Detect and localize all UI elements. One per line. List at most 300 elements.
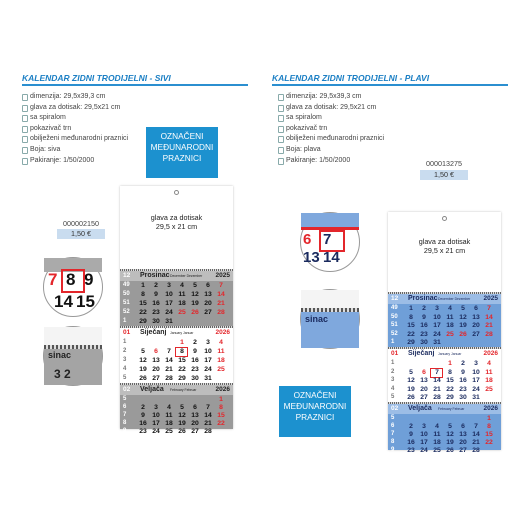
right-spec-list (278, 92, 384, 166)
day-cell: 26 (459, 330, 467, 338)
right-title-rule (272, 84, 508, 86)
day-cell: 23 (191, 366, 199, 373)
day-cell: 16 (139, 420, 147, 427)
week-number: 51 (123, 300, 130, 306)
day-cell: 13 (459, 431, 467, 438)
day-cell: 7 (167, 348, 171, 355)
left-month-december (120, 271, 233, 326)
badge-line: OZNAČENI (160, 131, 204, 141)
day-cell: 26 (446, 447, 454, 454)
month-number: 01 (123, 329, 131, 336)
day-cell: 14 (485, 313, 493, 321)
month-subtitle: February Februar (438, 407, 465, 411)
day-cell: 29 (178, 375, 186, 382)
day-cell: 5 (409, 368, 413, 376)
zoom-digit: 9 (84, 270, 94, 289)
week-number: 9 (391, 447, 395, 453)
day-cell: 4 (219, 339, 223, 346)
day-cell: 10 (152, 412, 160, 419)
zoom-digit: 6 (303, 231, 312, 248)
day-cell: 17 (433, 322, 441, 329)
day-cell: 31 (165, 318, 173, 325)
day-cell: 25 (446, 330, 454, 338)
day-cell: 15 (139, 300, 147, 307)
day-cell: 12 (407, 377, 415, 384)
day-cell: 5 (141, 348, 145, 355)
month-number: 02 (391, 405, 399, 412)
day-cell: 20 (459, 439, 467, 446)
day-cell: 13 (191, 412, 199, 419)
month-name: Prosinac (408, 295, 438, 302)
day-cell: 3 (167, 282, 171, 289)
day-highlight (175, 347, 188, 357)
left-title-rule (22, 84, 248, 86)
month-number: 02 (123, 386, 131, 393)
month-header (388, 294, 501, 304)
week-number: 5 (123, 375, 127, 381)
week-number: 5 (391, 394, 395, 400)
month-subtitle: January Januar (170, 331, 194, 335)
day-cell: 22 (407, 330, 415, 338)
day-cell: 21 (217, 300, 225, 307)
day-cell: 22 (178, 366, 186, 373)
week-number: 6 (123, 404, 127, 410)
zoom-month-label: sinac (305, 314, 329, 324)
day-cell: 2 (409, 423, 413, 430)
day-cell: 20 (472, 322, 480, 329)
day-cell: 31 (472, 394, 480, 401)
badge-line: MEĐUNARODNI (150, 142, 214, 152)
day-cell: 4 (448, 305, 452, 312)
day-cell: 29 (407, 339, 415, 346)
day-cell: 11 (446, 313, 454, 321)
day-cell: 25 (433, 447, 441, 454)
day-cell: 24 (152, 428, 160, 435)
day-cell: 24 (204, 366, 212, 373)
day-cell: 3 (154, 404, 158, 411)
day-cell: 16 (459, 377, 467, 384)
month-header (388, 404, 501, 414)
day-cell: 31 (433, 339, 441, 346)
month-header (120, 328, 233, 338)
day-cell: 19 (407, 385, 415, 393)
week-number: 1 (391, 339, 395, 345)
day-cell: 21 (204, 420, 212, 427)
badge-line: PRAZNICI (295, 412, 335, 422)
day-cell: 7 (474, 423, 478, 430)
day-cell: 3 (206, 339, 210, 346)
zoom-digit: 14 (54, 292, 73, 311)
day-cell: 14 (204, 412, 212, 419)
hanging-hole (442, 216, 447, 221)
day-cell: 1 (141, 282, 145, 289)
day-cell: 8 (487, 423, 491, 430)
week-number: 1 (391, 360, 395, 366)
day-cell: 23 (407, 447, 415, 454)
spec-holidays: obilježeni međunarodni praznici (278, 134, 384, 145)
hanging-hole (174, 190, 179, 195)
day-cell: 18 (446, 322, 454, 329)
badge-line: OZNAČENI (293, 390, 337, 400)
day-cell: 5 (193, 282, 197, 289)
month-number: 12 (123, 272, 131, 279)
month-subtitle: December Dezember (170, 274, 203, 278)
day-cell: 30 (459, 394, 467, 401)
day-cell: 26 (407, 394, 415, 401)
day-cell: 20 (420, 385, 428, 393)
spec-dimension: dimenzija: 29,5x39,3 cm (278, 92, 384, 103)
day-cell: 26 (191, 309, 199, 316)
day-cell: 11 (485, 368, 493, 376)
left-spec-list (22, 92, 128, 166)
day-cell: 26 (139, 375, 147, 382)
left-zoom-spiral-circle (43, 326, 103, 386)
day-cell: 19 (191, 300, 199, 307)
day-cell: 23 (152, 309, 160, 316)
day-cell: 6 (461, 423, 465, 430)
day-cell: 12 (139, 357, 147, 364)
zoom-digit: 14 (323, 249, 340, 266)
day-cell: 12 (178, 412, 186, 419)
right-product-code: 000013275 (426, 159, 462, 168)
month-year: 2026 (483, 350, 498, 357)
day-cell: 1 (180, 339, 184, 346)
month-subtitle: January Januar (438, 352, 462, 356)
day-cell: 25 (485, 385, 493, 393)
spec-packaging: Pakiranje: 1/50/2000 (22, 156, 128, 167)
day-cell: 16 (191, 357, 199, 364)
left-calendar (120, 186, 233, 435)
day-cell: 9 (154, 291, 158, 298)
day-cell: 24 (472, 385, 480, 393)
zoom-paper (44, 327, 102, 347)
month-year: 2025 (215, 272, 230, 279)
day-cell: 15 (407, 322, 415, 329)
right-calendar (388, 212, 501, 454)
spec-holidays: obilježeni međunarodni praznici (22, 134, 128, 145)
day-cell: 2 (422, 305, 426, 312)
month-number: 12 (391, 295, 399, 302)
day-cell: 11 (165, 412, 173, 419)
day-cell: 27 (472, 330, 480, 338)
zoom-digits: 3 2 (54, 367, 71, 381)
month-number: 01 (391, 350, 399, 357)
day-cell: 5 (461, 305, 465, 312)
week-number: 9 (123, 428, 127, 434)
day-cell: 8 (219, 404, 223, 411)
day-cell: 12 (446, 431, 454, 438)
left-month-february (120, 385, 233, 435)
day-cell: 1 (409, 305, 413, 312)
day-cell: 22 (485, 439, 493, 446)
right-product-title: KALENDAR ZIDNI TRODIJELNI - PLAVI (272, 73, 430, 83)
print-head-size: 29,5 x 21 cm (155, 222, 198, 231)
badge-line: MEĐUNARODNI (283, 401, 347, 411)
day-cell: 24 (433, 330, 441, 338)
day-cell: 1 (448, 360, 452, 367)
day-cell: 29 (446, 394, 454, 401)
month-subtitle: February Februar (170, 388, 197, 392)
right-month-february (388, 404, 501, 454)
day-cell: 4 (435, 423, 439, 430)
day-cell: 9 (461, 368, 465, 376)
day-cell: 4 (180, 282, 184, 289)
day-cell: 23 (420, 330, 428, 338)
month-subtitle: December Dezember (438, 297, 471, 301)
week-number: 3 (123, 357, 127, 363)
day-cell: 14 (472, 431, 480, 438)
right-month-december (388, 294, 501, 347)
day-cell: 17 (420, 439, 428, 446)
day-cell: 2 (154, 282, 158, 289)
week-number: 52 (391, 330, 398, 337)
day-cell: 28 (433, 394, 441, 401)
spec-spiral: sa spiralom (22, 113, 128, 124)
day-cell: 11 (217, 348, 225, 355)
day-cell: 17 (152, 420, 160, 427)
day-cell: 9 (422, 313, 426, 321)
spec-dimension: dimenzija: 29,5x39,3 cm (22, 92, 128, 103)
day-cell: 8 (409, 313, 413, 321)
month-year: 2026 (215, 329, 230, 336)
week-number: 50 (391, 313, 398, 320)
day-cell: 1 (487, 415, 491, 422)
day-cell: 19 (446, 439, 454, 446)
zoom-digit: 15 (76, 292, 95, 311)
day-cell: 6 (193, 404, 197, 411)
day-cell: 11 (433, 431, 441, 438)
day-cell: 13 (204, 291, 212, 298)
day-cell: 22 (446, 385, 454, 393)
day-cell: 27 (420, 394, 428, 401)
week-number: 5 (123, 396, 127, 402)
day-cell: 9 (193, 348, 197, 355)
day-cell: 12 (191, 291, 199, 298)
day-cell: 7 (219, 282, 223, 289)
day-cell: 10 (165, 291, 173, 298)
day-cell: 17 (472, 377, 480, 384)
print-head-label (388, 237, 501, 255)
right-zoom-spiral-circle (300, 289, 360, 349)
month-name: Veljača (408, 405, 432, 412)
day-cell: 13 (152, 357, 160, 364)
week-number: 49 (391, 305, 398, 311)
day-cell: 3 (474, 360, 478, 367)
month-year: 2025 (483, 295, 498, 302)
day-cell: 26 (178, 428, 186, 435)
month-header (388, 349, 501, 359)
day-cell: 18 (178, 300, 186, 307)
day-cell: 1 (219, 396, 223, 403)
day-cell: 24 (165, 309, 173, 316)
zoom-month-label: sinac (48, 350, 72, 360)
day-cell: 6 (206, 282, 210, 289)
print-head-line: glava za dotisak (418, 237, 471, 246)
day-cell: 15 (217, 412, 225, 419)
day-cell: 18 (217, 357, 225, 364)
day-cell: 27 (459, 447, 467, 454)
month-name: Siječanj (408, 350, 435, 357)
day-cell: 2 (461, 360, 465, 367)
day-cell: 22 (139, 309, 147, 316)
day-cell: 6 (422, 368, 426, 376)
day-cell: 23 (459, 385, 467, 393)
day-cell: 14 (217, 291, 225, 298)
week-number: 5 (391, 415, 395, 421)
day-cell: 6 (474, 305, 478, 312)
spec-spiral: sa spiralom (278, 113, 384, 124)
day-cell: 17 (204, 357, 212, 364)
day-cell: 7 (206, 404, 210, 411)
spec-packaging: Pakiranje: 1/50/2000 (278, 156, 384, 167)
spec-pointer: pokazivač trn (22, 124, 128, 135)
day-cell: 21 (165, 366, 173, 373)
day-cell: 16 (407, 439, 415, 446)
day-cell: 27 (152, 375, 160, 382)
day-cell: 31 (204, 375, 212, 382)
day-cell: 14 (433, 377, 441, 384)
print-head-size: 29,5 x 21 cm (423, 246, 466, 255)
zoom-day-highlight (319, 230, 345, 252)
month-header (120, 271, 233, 281)
day-cell: 8 (180, 348, 184, 355)
day-cell: 3 (435, 305, 439, 312)
day-cell: 12 (459, 313, 467, 321)
day-cell: 19 (459, 322, 467, 329)
zoom-paper (301, 290, 359, 310)
day-cell: 21 (472, 439, 480, 446)
print-head-label (120, 213, 233, 231)
zoom-day-highlight (61, 269, 85, 293)
day-cell: 25 (165, 428, 173, 435)
week-number: 8 (123, 420, 127, 426)
day-cell: 25 (217, 366, 225, 373)
day-cell: 10 (204, 348, 212, 355)
left-holidays-badge (146, 127, 218, 178)
right-holidays-badge (279, 386, 351, 437)
day-cell: 11 (178, 291, 186, 298)
week-number: 7 (123, 412, 127, 418)
day-cell: 27 (191, 428, 199, 435)
week-number: 49 (123, 282, 130, 288)
day-cell: 20 (191, 420, 199, 427)
week-number: 4 (123, 366, 127, 372)
left-product-code: 000002150 (63, 219, 99, 228)
week-number: 7 (391, 431, 395, 437)
day-cell: 15 (446, 377, 454, 384)
day-highlight (430, 368, 443, 378)
zoom-digit: 7 (48, 270, 58, 289)
day-cell: 3 (422, 423, 426, 430)
day-cell: 9 (409, 431, 413, 438)
left-zoom-pointer-circle (43, 257, 103, 317)
zoom-digit: 7 (323, 231, 332, 248)
right-zoom-pointer-circle (300, 212, 360, 272)
left-price: 1,50 € (57, 229, 105, 239)
day-cell: 9 (141, 412, 145, 419)
day-cell: 28 (204, 428, 212, 435)
left-product-title: KALENDAR ZIDNI TRODIJELNI - SIVI (22, 73, 171, 83)
day-cell: 16 (152, 300, 160, 307)
print-head-line: glava za dotisak (150, 213, 203, 222)
day-cell: 5 (448, 423, 452, 430)
month-year: 2026 (215, 386, 230, 393)
week-number: 8 (391, 439, 395, 445)
day-cell: 2 (141, 404, 145, 411)
day-cell: 7 (487, 305, 491, 312)
day-cell: 14 (165, 357, 173, 364)
day-cell: 7 (435, 368, 439, 376)
day-cell: 16 (420, 322, 428, 329)
day-cell: 17 (165, 300, 173, 307)
month-name: Prosinac (140, 272, 170, 279)
week-number: 51 (391, 322, 398, 328)
day-cell: 18 (165, 420, 173, 427)
day-cell: 4 (487, 360, 491, 367)
day-cell: 21 (485, 322, 493, 329)
day-cell: 27 (204, 309, 212, 316)
day-cell: 25 (178, 309, 186, 316)
week-number: 1 (123, 339, 127, 345)
week-number: 50 (123, 291, 130, 297)
spec-color: Boja: siva (22, 145, 128, 156)
day-cell: 28 (217, 309, 225, 316)
week-number: 1 (123, 318, 127, 324)
month-name: Siječanj (140, 329, 167, 336)
week-number: 4 (391, 385, 395, 392)
zoom-digit: 13 (303, 249, 320, 266)
day-cell: 22 (217, 420, 225, 427)
spec-color: Boja: plava (278, 145, 384, 156)
zoom-blue-band (301, 213, 359, 227)
day-cell: 10 (472, 368, 480, 376)
badge-line: PRAZNICI (162, 153, 202, 163)
day-cell: 28 (485, 330, 493, 338)
right-price: 1,50 € (420, 170, 468, 180)
week-number: 52 (123, 309, 130, 315)
right-month-january (388, 349, 501, 402)
day-cell: 20 (204, 300, 212, 307)
day-cell: 30 (191, 375, 199, 382)
day-cell: 18 (433, 439, 441, 446)
day-cell: 29 (139, 318, 147, 325)
day-cell: 20 (152, 366, 160, 373)
week-number: 2 (123, 348, 127, 354)
day-cell: 10 (420, 431, 428, 438)
month-name: Veljača (140, 386, 164, 393)
day-cell: 13 (420, 377, 428, 384)
month-year: 2026 (483, 405, 498, 412)
day-cell: 28 (472, 447, 480, 454)
day-cell: 21 (433, 385, 441, 393)
left-month-january (120, 328, 233, 383)
week-number: 3 (391, 377, 395, 383)
week-number: 2 (391, 368, 395, 375)
spec-pointer: pokazivač trn (278, 124, 384, 135)
day-cell: 28 (165, 375, 173, 382)
week-number: 6 (391, 423, 395, 429)
day-cell: 23 (139, 428, 147, 435)
spec-print-head: glava za dotisak: 29,5x21 cm (22, 103, 128, 114)
month-header (120, 385, 233, 395)
day-cell: 24 (420, 447, 428, 454)
zoom-digit: 8 (66, 270, 76, 289)
day-cell: 19 (139, 366, 147, 373)
day-cell: 15 (178, 357, 186, 364)
day-cell: 6 (154, 348, 158, 355)
day-cell: 8 (141, 291, 145, 298)
day-cell: 30 (152, 318, 160, 325)
